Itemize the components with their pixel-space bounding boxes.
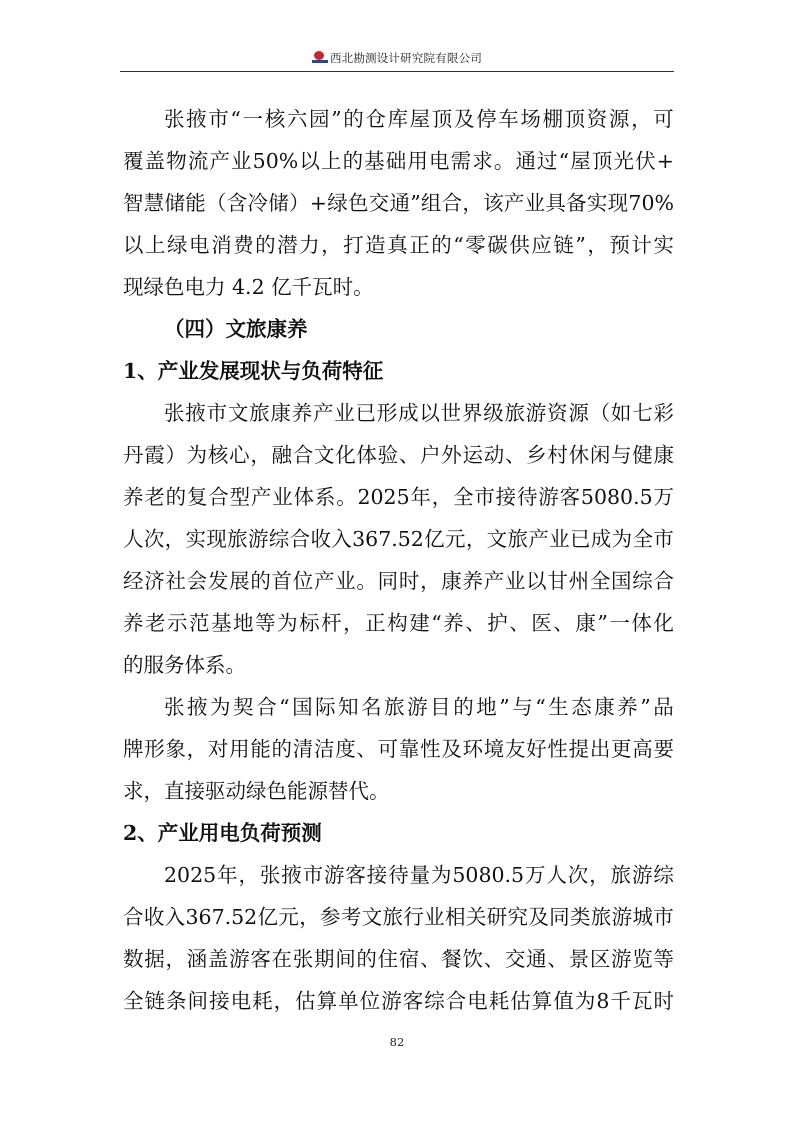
text-line: 全 链 条 间 接 电 耗 ， 估 算 单 位 游 客 综 合 电 耗 估 算 值 为 8 千 瓦 时 (123, 989, 674, 1013)
text-line: 经 济 社 会 发 展 的 首 位 产 业 。 同 时 ， 康 养 产 业 以 甘 州 全 国 综 合 (123, 569, 674, 593)
subsection-heading: 1、产业发展现状与负荷特征 (123, 359, 384, 383)
page-header (120, 50, 674, 72)
header-divider (120, 71, 674, 72)
text-line: 养 老 的 复 合 型 产 业 体 系 。 2025 年 ， 全 市 接 待 游 客 5080.5 万 (123, 485, 674, 509)
subsection-heading: 2、产业用电负荷预测 (123, 821, 322, 845)
text-line: 丹 霞 ） 为 核 心 ， 融 合 文 化 体 验 、 户 外 运 动 、 乡 村 休 闲 与 健 康 (123, 443, 674, 467)
text-line: 牌 形 象 ， 对 用 能 的 清 洁 度 、 可 靠 性 及 环 境 友 好 性 提 出 更 高 要 (123, 737, 674, 761)
text-line: 合 收 入 367.52 亿 元 ， 参 考 文 旅 行 业 相 关 研 究 及 同 类 旅 游 城 市 (123, 905, 674, 929)
text-line: 养 老 示 范 基 地 等 为 标 杆 ， 正 构 建 “ 养 、 护 、 医 、 康 ” 一 体 化 (123, 611, 674, 635)
header-org-name: 西北勘测设计研究院有限公司 (329, 51, 483, 65)
page-number: 82 (389, 1035, 405, 1049)
document-body (123, 98, 674, 1022)
text-line: 张 掖 市 “ 一 核 六 园 ” 的 仓 库 屋 顶 及 停 车 场 棚 顶 资 源 ， 可 (164, 107, 674, 131)
company-logo-icon (312, 50, 328, 66)
text-line: 张 掖 市 文 旅 康 养 产 业 已 形 成 以 世 界 级 旅 游 资 源 （ 如 七 彩 (164, 401, 674, 425)
text-line: 智 慧 储 能 （ 含 冷 储 ） + 绿 色 交 通 ” 组 合 ， 该 产 业 具 备 实 现 70% (123, 191, 674, 215)
text-line: 人 次 ， 实 现 旅 游 综 合 收 入 367.52 亿 元 ， 文 旅 产 业 已 成 为 全 市 (123, 527, 674, 551)
text-line: 数 据 ， 涵 盖 游 客 在 张 期 间 的 住 宿 、 餐 饮 、 交 通 、 景 区 游 览 等 (123, 947, 674, 971)
text-line: 张 掖 为 契 合 “ 国 际 知 名 旅 游 目 的 地 ” 与 “ 生 态 康 养 ” 品 (164, 695, 674, 719)
text-line: 覆 盖 物 流 产 业 50% 以 上 的 基 础 用 电 需 求 。 通 过 “ 屋 顶 光 伏 + (123, 149, 674, 173)
section-heading: （四）文旅康养 (164, 317, 308, 341)
text-line: 的服务体系。 (123, 653, 246, 677)
text-line: 求，直接驱动绿色能源替代。 (123, 779, 390, 803)
text-line: 2025 年 ， 张 掖 市 游 客 接 待 量 为 5080.5 万 人 次 ， 旅 游 综 (164, 863, 674, 887)
text-line: 以 上 绿 电 消 费 的 潜 力 ， 打 造 真 正 的 “ 零 碳 供 应 链 ” ， 预 计 实 (123, 233, 674, 257)
text-line: 现绿色电力 4.2 亿千瓦时。 (123, 275, 374, 299)
